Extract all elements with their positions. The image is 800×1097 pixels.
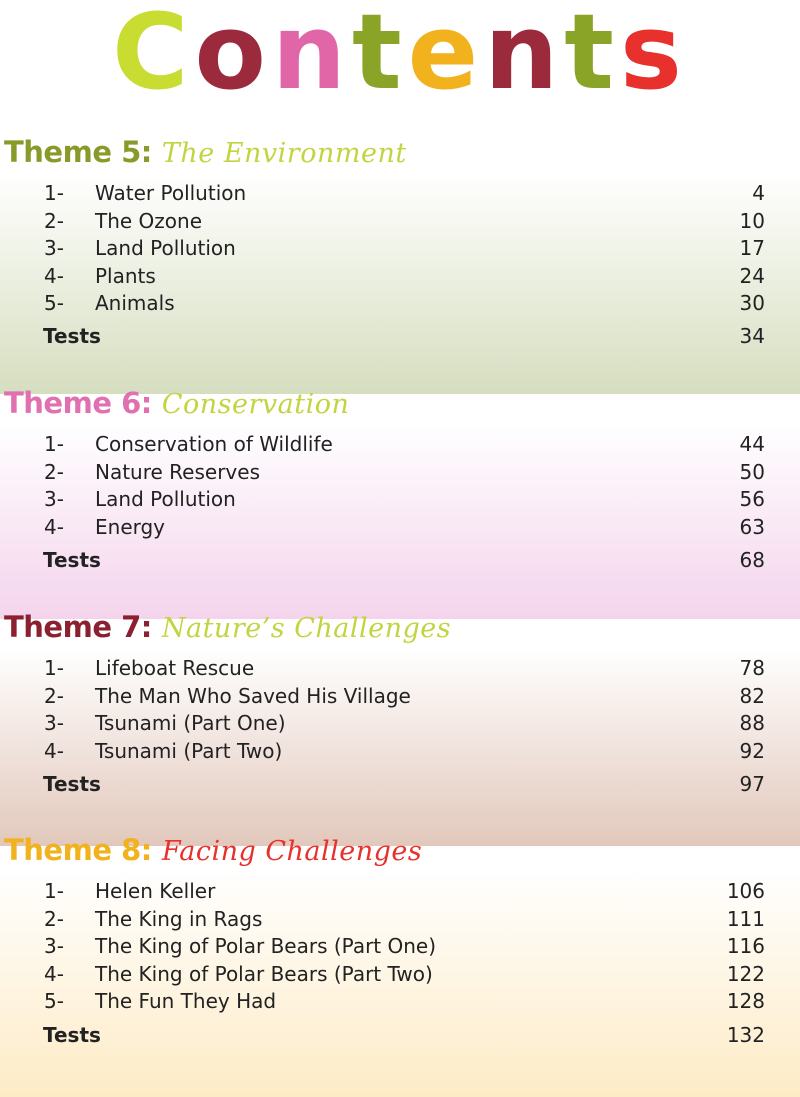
toc-entry[interactable]: [0, 738, 800, 765]
theme-name: Nature’s Challenges: [161, 613, 452, 644]
toc-entry[interactable]: [0, 486, 800, 513]
entry-number: 2-: [44, 208, 64, 233]
entry-title: Tsunami (Part One): [95, 711, 286, 736]
tests-page: 68: [739, 548, 765, 572]
tests-label: Tests: [43, 1023, 101, 1047]
entry-title: Plants: [95, 263, 156, 288]
entry-page: 92: [739, 738, 765, 763]
entry-page: 106: [726, 879, 765, 903]
theme-number: Theme 5:: [4, 135, 152, 169]
toc-entry[interactable]: [0, 290, 800, 317]
entry-number: 1-: [44, 879, 64, 903]
entry-number: 1-: [44, 181, 64, 205]
toc-entry[interactable]: [0, 263, 800, 290]
theme-band: [0, 423, 800, 619]
entry-number: 1-: [44, 656, 64, 680]
toc-entry[interactable]: [0, 655, 800, 682]
toc-entry[interactable]: [0, 235, 800, 262]
tests-label: Tests: [43, 548, 101, 572]
title-letter: e: [407, 0, 485, 113]
title-letter: s: [619, 0, 688, 113]
entry-number: 4-: [44, 514, 64, 539]
theme-number: Theme 8:: [4, 833, 152, 867]
entry-title: The Ozone: [95, 208, 203, 233]
title-letter: t: [351, 0, 408, 113]
entry-title: Land Pollution: [95, 487, 236, 512]
theme-heading: [4, 132, 407, 172]
entry-number: 4-: [44, 961, 64, 986]
entry-page: 78: [739, 656, 765, 680]
theme-band: [0, 172, 800, 394]
entry-title: The King in Rags: [95, 906, 263, 931]
entry-title: Land Pollution: [95, 236, 236, 261]
entry-number: 3-: [44, 711, 64, 736]
toc-entry[interactable]: [0, 933, 800, 960]
entry-number: 5-: [44, 291, 64, 316]
entry-page: 4: [752, 181, 765, 205]
entry-title: Conservation of Wildlife: [95, 432, 333, 456]
page-title: [0, 0, 800, 112]
entry-page: 82: [739, 683, 765, 708]
toc-entry[interactable]: [0, 878, 800, 905]
theme-name: Conservation: [161, 389, 350, 420]
entry-number: 2-: [44, 906, 64, 931]
entry-page: 50: [739, 459, 765, 484]
tests-page: 34: [739, 324, 765, 348]
toc-entry[interactable]: [0, 988, 800, 1015]
entry-page: 56: [739, 487, 765, 512]
entry-number: 3-: [44, 236, 64, 261]
title-letter: n: [484, 0, 565, 113]
toc-entry[interactable]: [0, 459, 800, 486]
title-letter: t: [564, 0, 620, 113]
tests-entry[interactable]: [0, 323, 800, 350]
tests-label: Tests: [43, 772, 101, 796]
tests-label: Tests: [43, 324, 101, 348]
toc-entry[interactable]: [0, 208, 800, 235]
theme-section: [0, 132, 800, 394]
theme-heading: [4, 607, 451, 647]
entry-page: 122: [726, 961, 765, 986]
toc-entry[interactable]: [0, 961, 800, 988]
toc-entry[interactable]: [0, 906, 800, 933]
entry-page: 10: [739, 208, 765, 233]
tests-entry[interactable]: [0, 547, 800, 574]
entry-page: 111: [726, 906, 765, 931]
title-letter: o: [194, 0, 272, 113]
entry-title: The Man Who Saved His Village: [95, 683, 411, 708]
entry-page: 24: [739, 263, 765, 288]
theme-name: Facing Challenges: [161, 836, 423, 867]
entry-number: 2-: [44, 459, 64, 484]
entry-page: 88: [739, 711, 765, 736]
tests-page: 132: [726, 1023, 765, 1047]
title-letter: C: [112, 0, 195, 113]
entry-number: 1-: [44, 432, 64, 456]
entry-page: 63: [739, 514, 765, 539]
entry-number: 3-: [44, 934, 64, 959]
entry-page: 116: [726, 934, 765, 959]
theme-number: Theme 7:: [4, 610, 152, 644]
entry-title: The King of Polar Bears (Part Two): [95, 961, 433, 986]
theme-section: [0, 383, 800, 619]
theme-band: [0, 870, 800, 1097]
theme-number: Theme 6:: [4, 386, 152, 420]
toc-entry[interactable]: [0, 514, 800, 541]
entry-title: Energy: [95, 514, 166, 539]
entry-title: Animals: [95, 291, 175, 316]
theme-section: [0, 607, 800, 846]
toc-entry[interactable]: [0, 710, 800, 737]
tests-page: 97: [739, 772, 765, 796]
tests-entry[interactable]: [0, 1022, 800, 1049]
theme-heading: [4, 383, 349, 423]
theme-name: The Environment: [161, 138, 407, 169]
entry-number: 2-: [44, 683, 64, 708]
entry-number: 5-: [44, 989, 64, 1014]
toc-entry[interactable]: [0, 683, 800, 710]
entry-title: Helen Keller: [95, 879, 216, 903]
entry-title: The Fun They Had: [95, 989, 277, 1014]
entry-number: 4-: [44, 263, 64, 288]
entry-title: The King of Polar Bears (Part One): [95, 934, 437, 959]
entry-title: Nature Reserves: [95, 459, 260, 484]
entry-page: 17: [739, 236, 765, 261]
entry-title: Lifeboat Rescue: [95, 656, 255, 680]
theme-band: [0, 647, 800, 846]
entry-page: 30: [739, 291, 765, 316]
toc-entry[interactable]: [0, 431, 800, 458]
theme-heading: [4, 830, 422, 870]
toc-entry[interactable]: [0, 180, 800, 207]
entry-title: Tsunami (Part Two): [95, 738, 283, 763]
tests-entry[interactable]: [0, 771, 800, 798]
entry-number: 3-: [44, 487, 64, 512]
entry-page: 128: [726, 989, 765, 1014]
entry-number: 4-: [44, 738, 64, 763]
entry-title: Water Pollution: [95, 181, 247, 205]
entry-page: 44: [739, 432, 765, 456]
title-letter: n: [271, 0, 352, 113]
